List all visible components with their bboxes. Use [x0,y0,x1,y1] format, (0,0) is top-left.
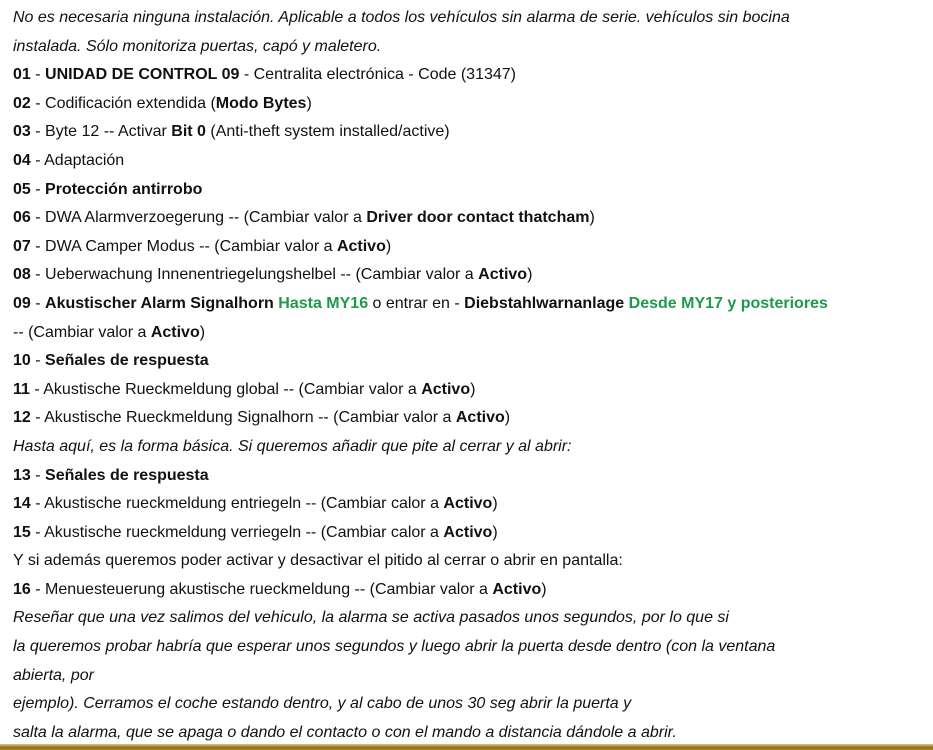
document-body [13,4,929,747]
step-number: 07 [13,237,31,255]
step-09: 09 - Akustischer Alarm Signalhorn Hasta MY16 o entrar en - Diebstahlwarnanlage Desde MY17 y posteriores [13,294,828,312]
step-02: 02 - Codificación extendida (Modo Bytes) [13,94,312,112]
step-05: 05 - Protección antirrobo [13,180,203,198]
final-note-line: salta la alarma, que se apaga o dando el contacto o con el mando a distancia dándole a abrir. [13,723,677,741]
final-note-line: Reseñar que una vez salimos del vehiculo, la alarma se activa pasados unos segundos, por lo que si [13,609,729,627]
step-number: 06 [13,209,31,227]
intro-line-1: No es necesaria ninguna instalación. Aplicable a todos los vehículos sin alarma de serie. vehículos sin bocina [13,9,790,26]
step-number: 16 [13,580,31,598]
step-title: Señales de respuesta [45,352,209,370]
step-number: 04 [13,151,31,169]
step-number: 11 [13,380,30,398]
step-01: 01 - UNIDAD DE CONTROL 09 - Centralita electrónica - Code (31347) [13,66,516,84]
step-08: 08 - Ueberwachung Innenentriegelungshelbel -- (Cambiar valor a Activo) [13,266,533,284]
step-number: 10 [13,352,31,370]
step-number: 09 [13,294,31,312]
final-note-line: abierta, por [13,666,94,684]
step-06: 06 - DWA Alarmverzoegerung -- (Cambiar valor a Driver door contact thatcham) [13,209,595,227]
step-number: 01 [13,66,31,84]
step-12: 12 - Akustische Rueckmeldung Signalhorn -- (Cambiar valor a Activo) [13,409,511,427]
step-number: 02 [13,94,31,112]
step-11: 11 - Akustische Rueckmeldung global -- (Cambiar valor a Activo) [13,380,476,398]
step-number: 03 [13,123,31,141]
step-15: 15 - Akustische rueckmeldung verriegeln -- (Cambiar calor a Activo) [13,523,498,541]
step-number: 15 [13,523,31,541]
step-title: Protección antirrobo [45,180,203,198]
step-09-continuation: -- (Cambiar valor a Activo) [13,323,206,341]
step-number: 12 [13,409,31,427]
step-title: UNIDAD DE CONTROL 09 [45,66,240,84]
step-title: Señales de respuesta [45,466,209,484]
note-screen: Y si además queremos poder activar y desactivar el pitido al cerrar o abrir en pantalla: [13,552,623,570]
step-03: 03 - Byte 12 -- Activar Bit 0 (Anti-theft system installed/active) [13,123,450,141]
step-number: 08 [13,266,31,284]
final-note-line: la queremos probar habría que esperar unos segundos y luego abrir la puerta desde dentro (con la ventana [13,638,776,656]
step-number: 05 [13,180,31,198]
step-number: 14 [13,495,31,513]
step-13: 13 - Señales de respuesta [13,466,209,484]
step-04: 04 - Adaptación [13,151,125,169]
model-year-badge: Hasta MY16 [278,294,369,312]
note-basic: Hasta aquí, es la forma básica. Si queremos añadir que pite al cerrar y al abrir: [13,437,572,455]
final-note-line: ejemplo). Cerramos el coche estando dentro, y al cabo de unos 30 seg abrir la puerta y [13,695,632,713]
step-16: 16 - Menuesteuerung akustische rueckmeldung -- (Cambiar valor a Activo) [13,580,547,598]
model-year-badge: Desde MY17 y posteriores [628,294,828,312]
bottom-frame-border [0,744,933,750]
intro-line-2: instalada. Sólo monitoriza puertas, capó y maletero. [13,37,382,55]
step-07: 07 - DWA Camper Modus -- (Cambiar valor a Activo) [13,237,392,255]
step-number: 13 [13,466,31,484]
step-10: 10 - Señales de respuesta [13,352,209,370]
step-14: 14 - Akustische rueckmeldung entriegeln -- (Cambiar calor a Activo) [13,495,498,513]
